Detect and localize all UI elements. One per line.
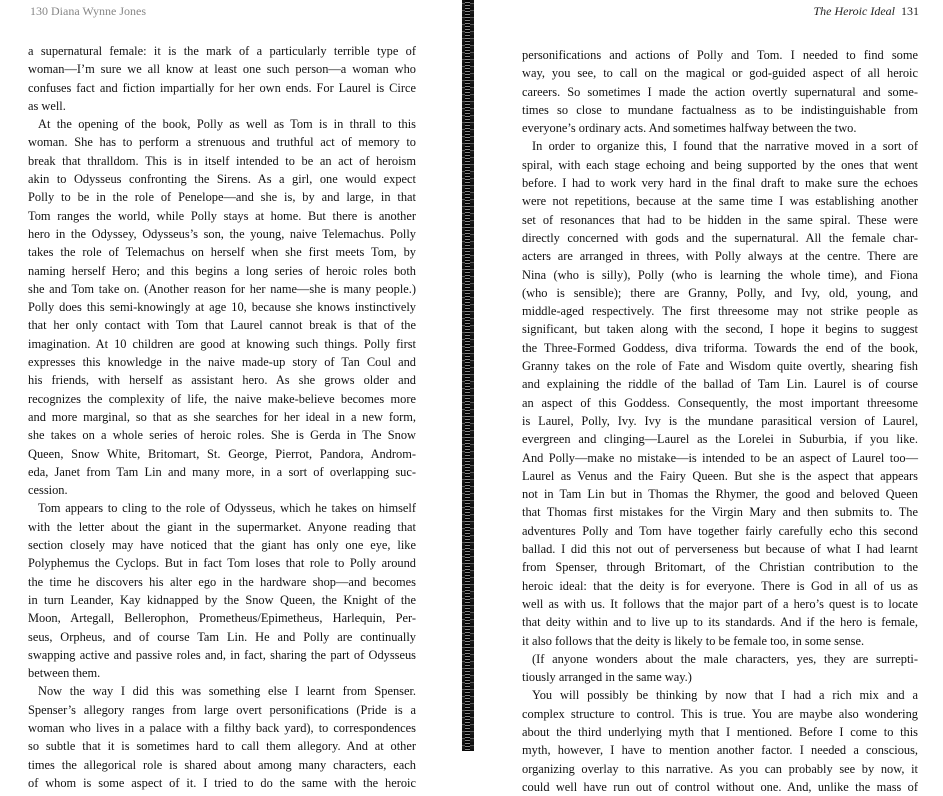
text-line: In order to organize this, I found that the narrative moved in a sort of: [532, 139, 918, 154]
text-line: and explaining the riddle of the ballad of Tam Lin. Laurel is of course: [522, 377, 918, 392]
text-line: middle-aged respectively. The first threesome may not strike people as: [522, 304, 918, 319]
text-line: imagination. At 10 children are good at knowing such things. Polly first: [28, 336, 416, 351]
text-line: that her only contact with Tom that Laurel cannot break is that of the: [28, 318, 416, 333]
text-line: Moon, Artegall, Bellerophon, Prometheus/Epimetheus, Harlequin, Per-: [28, 611, 416, 626]
text-line: could well have run out of control without one. And, unlike the mass of: [522, 779, 918, 794]
text-line: were not repetitions, because at the same time I was establishing another: [522, 194, 918, 209]
text-line: Polly does this semi-knowingly at age 10, because she knows instinctively: [28, 300, 416, 315]
text-line: confuses fact and fiction impartially for her own ends. For Laurel is Circe: [28, 80, 416, 95]
text-line: Granny takes on the role of Fate and Wisdom quite overtly, shearing fish: [522, 359, 918, 374]
text-line: break that thralldom. This is in itself intended to be an act of heroism: [28, 153, 416, 168]
text-line: (If anyone wonders about the male characters, yes, they are surrepti-: [532, 651, 918, 666]
text-line: organizing overlay to this narrative. As you can probably see by now, it: [522, 761, 918, 776]
text-line: the Three-Formed Goddess, diva triforma. Towards the end of the book,: [522, 340, 918, 355]
text-line: Queen, Snow White, Britomart, St. George, Pierrot, Pandora, Androm-: [28, 446, 416, 461]
text-line: way, you see, to call on the magical or god-guided aspect of all heroic: [522, 66, 918, 81]
text-line: seus, Orpheus, and of course Tam Lin. He and Polly are continually: [28, 629, 416, 644]
text-line: Laurel as Venus and the Fairy Queen. But she is the aspect that appears: [522, 468, 918, 483]
text-line: Tom ranges the world, while Polly stays at home. But there is another: [28, 208, 416, 223]
text-line: section closely may have noticed that the giant has only one eye, like: [28, 538, 416, 553]
text-line: that deity within and to live up to its standards. And if the hero is female,: [522, 615, 918, 630]
text-line: is Laurel, Polly, Ivy. Ivy is the mundane parasitical version of Laurel,: [522, 413, 918, 428]
text-line: expresses this knowledge in the naive made-up story of Tan Coul and: [28, 355, 416, 370]
right-running-header: [813, 4, 919, 19]
text-line: set of resonances that had to be hidden in the same spiral. These were: [522, 212, 918, 227]
text-line: careers. So sometimes I made the action overtly supernatural and some-: [522, 84, 918, 99]
left-running-header: 130 Diana Wynne Jones: [30, 4, 147, 18]
text-line: akin to Odysseus confronting the Sirens. As a girl, one would expect: [28, 172, 416, 187]
text-line: naming herself Hero; and this begins a long series of heroic roles both: [28, 263, 416, 278]
text-line: woman. She has to perform a strenuous and truthful act of memory to: [28, 135, 416, 150]
text-line: eda, Janet from Tam Lin and many more, in a sort of overlapping suc-: [28, 464, 416, 479]
text-line: the time he discovers his alter ego in the hardware shop—and becomes: [28, 574, 416, 589]
text-line: hero in the Odyssey, Odysseus’s son, the young, naive Telemachus. Polly: [28, 226, 416, 241]
text-line: significant, but taken along with the second, I hope it begins to suggest: [522, 322, 918, 337]
text-line: it also follows that the deity is likely to be female too, in some sense.: [522, 633, 865, 648]
text-line: in turn Leander, Kay kidnapped by the Snow Queen, the Knight of the: [28, 592, 416, 607]
text-line: as well.: [28, 98, 66, 113]
text-line: At the opening of the book, Polly as well as Tom is in thrall to this: [38, 117, 416, 132]
text-line: well as with us. It follows that the major part of a hero’s quest is to locate: [522, 596, 918, 611]
text-line: times so close to mundane factualness as to be indistinguishable from: [522, 102, 918, 117]
text-line: about the third underlying myth that I mentioned. Before I come to this: [522, 724, 918, 739]
text-line: Now the way I did this was something else I learnt from Spenser.: [38, 684, 416, 699]
text-line: tiously arranged in the same way.): [522, 670, 692, 685]
right-page-body: [522, 46, 918, 796]
running-title: The Heroic Ideal: [813, 4, 895, 18]
text-line: Polly to be in the role of Penelope—and she is, by and large, in that: [28, 190, 416, 205]
text-line: myth, however, I have to mention another factor. I needed a conscious,: [522, 743, 918, 758]
text-line: spiral, with each stage echoing and being supported by the ones that went: [522, 157, 918, 172]
text-line: Tom appears to cling to the role of Odysseus, which he takes on himself: [38, 501, 416, 516]
text-line: she takes on a whole series of heroic roles. She is Gerda in The Snow: [28, 428, 416, 443]
text-line: recognizes the complexity of life, the naive make-believe becomes more: [28, 391, 416, 406]
text-line: she and Tom take on. (Another reason for her name—she is many people.): [28, 281, 416, 296]
text-line: adventures Polly and Tom have together fairly carefully echo this second: [522, 523, 918, 538]
text-line: Nina (who is silly), Polly (who is learning the whole time), and Fiona: [522, 267, 918, 282]
text-line: woman who lives in a palace with a filthy back yard), to correspondences: [28, 720, 416, 735]
page-number: 131: [901, 4, 919, 18]
text-line: that Thomas first mistakes for the Virgin Mary and then submits to. The: [522, 505, 918, 520]
right-page: [474, 0, 943, 794]
text-line: times the allegorical role is shared about among many characters, each: [28, 757, 416, 772]
text-line: not in Tam Lin but in Thomas the Rhymer, the good and beloved Queen: [522, 487, 918, 502]
text-line: from Spenser, through Britomart, of the Christian contribution to the: [522, 560, 918, 575]
text-line: acters are arranged in threes, with Polly always at the centre. There are: [522, 249, 918, 264]
text-line: Spenser’s allegory ranges from large overt personifications (Pride is a: [28, 702, 416, 717]
book-gutter: [462, 0, 474, 751]
text-line: heroic ideal: that the deity is for everyone. There is God in all of us as: [522, 578, 918, 593]
text-line: complex structure to control. This is true. You are maybe also wondering: [522, 706, 918, 721]
left-page-body: [28, 42, 416, 792]
text-line: And Polly—make no mistake—is intended to be an aspect of Laurel too—: [522, 450, 918, 465]
text-line: of whom is some aspect of it. I tried to do the same with the heroic: [28, 775, 416, 790]
text-line: Polyphemus the Cyclops. But in fact Tom loses that role to Polly around: [28, 556, 416, 571]
left-page: [0, 0, 462, 790]
text-line: so subtle that it is sometimes hard to call them allegory. And at other: [28, 739, 416, 754]
text-line: before. I had to work very hard in the final draft to make sure the echoes: [522, 176, 918, 191]
text-line: a supernatural female: it is the mark of a particularly terrible type of: [28, 44, 416, 58]
text-line: takes the role of Telemachus on herself when she first meets Tom, by: [28, 245, 416, 260]
text-line: (who is sensible); there are Granny, Polly, and Ivy, old, young, and: [522, 285, 918, 300]
text-line: with the letter about the giant in the supermarket. Anyone reading that: [28, 519, 416, 534]
text-line: You will possibly be thinking by now that I had a rich mix and a: [532, 688, 918, 703]
text-line: and more marginal, so that as she searches for her ideal in a new form,: [28, 409, 416, 424]
text-line: his friends, with herself as assistant hero. As she grows older and: [28, 373, 416, 388]
text-line: personifications and actions of Polly and Tom. I needed to find some: [522, 48, 918, 62]
text-line: swapping active and passive roles and, in fact, sharing the part of Odysseus: [28, 647, 416, 662]
text-line: ballad. I did this not out of perverseness but because of what I had learnt: [522, 542, 918, 557]
text-line: directly concerned with gods and the supernatural. All the female char-: [522, 230, 918, 245]
text-line: an aspect of this Goddess. Consequently, the most important threesome: [522, 395, 918, 410]
text-line: evergreen and clinging—Laurel as the Lorelei in Suburbia, if you like.: [522, 432, 918, 447]
text-line: between them.: [28, 666, 101, 681]
text-line: cession.: [28, 483, 68, 498]
text-line: everyone’s ordinary acts. And sometimes halfway between the two.: [522, 121, 857, 136]
text-line: woman—I’m sure we all know at least one such person—a woman who: [28, 62, 416, 77]
